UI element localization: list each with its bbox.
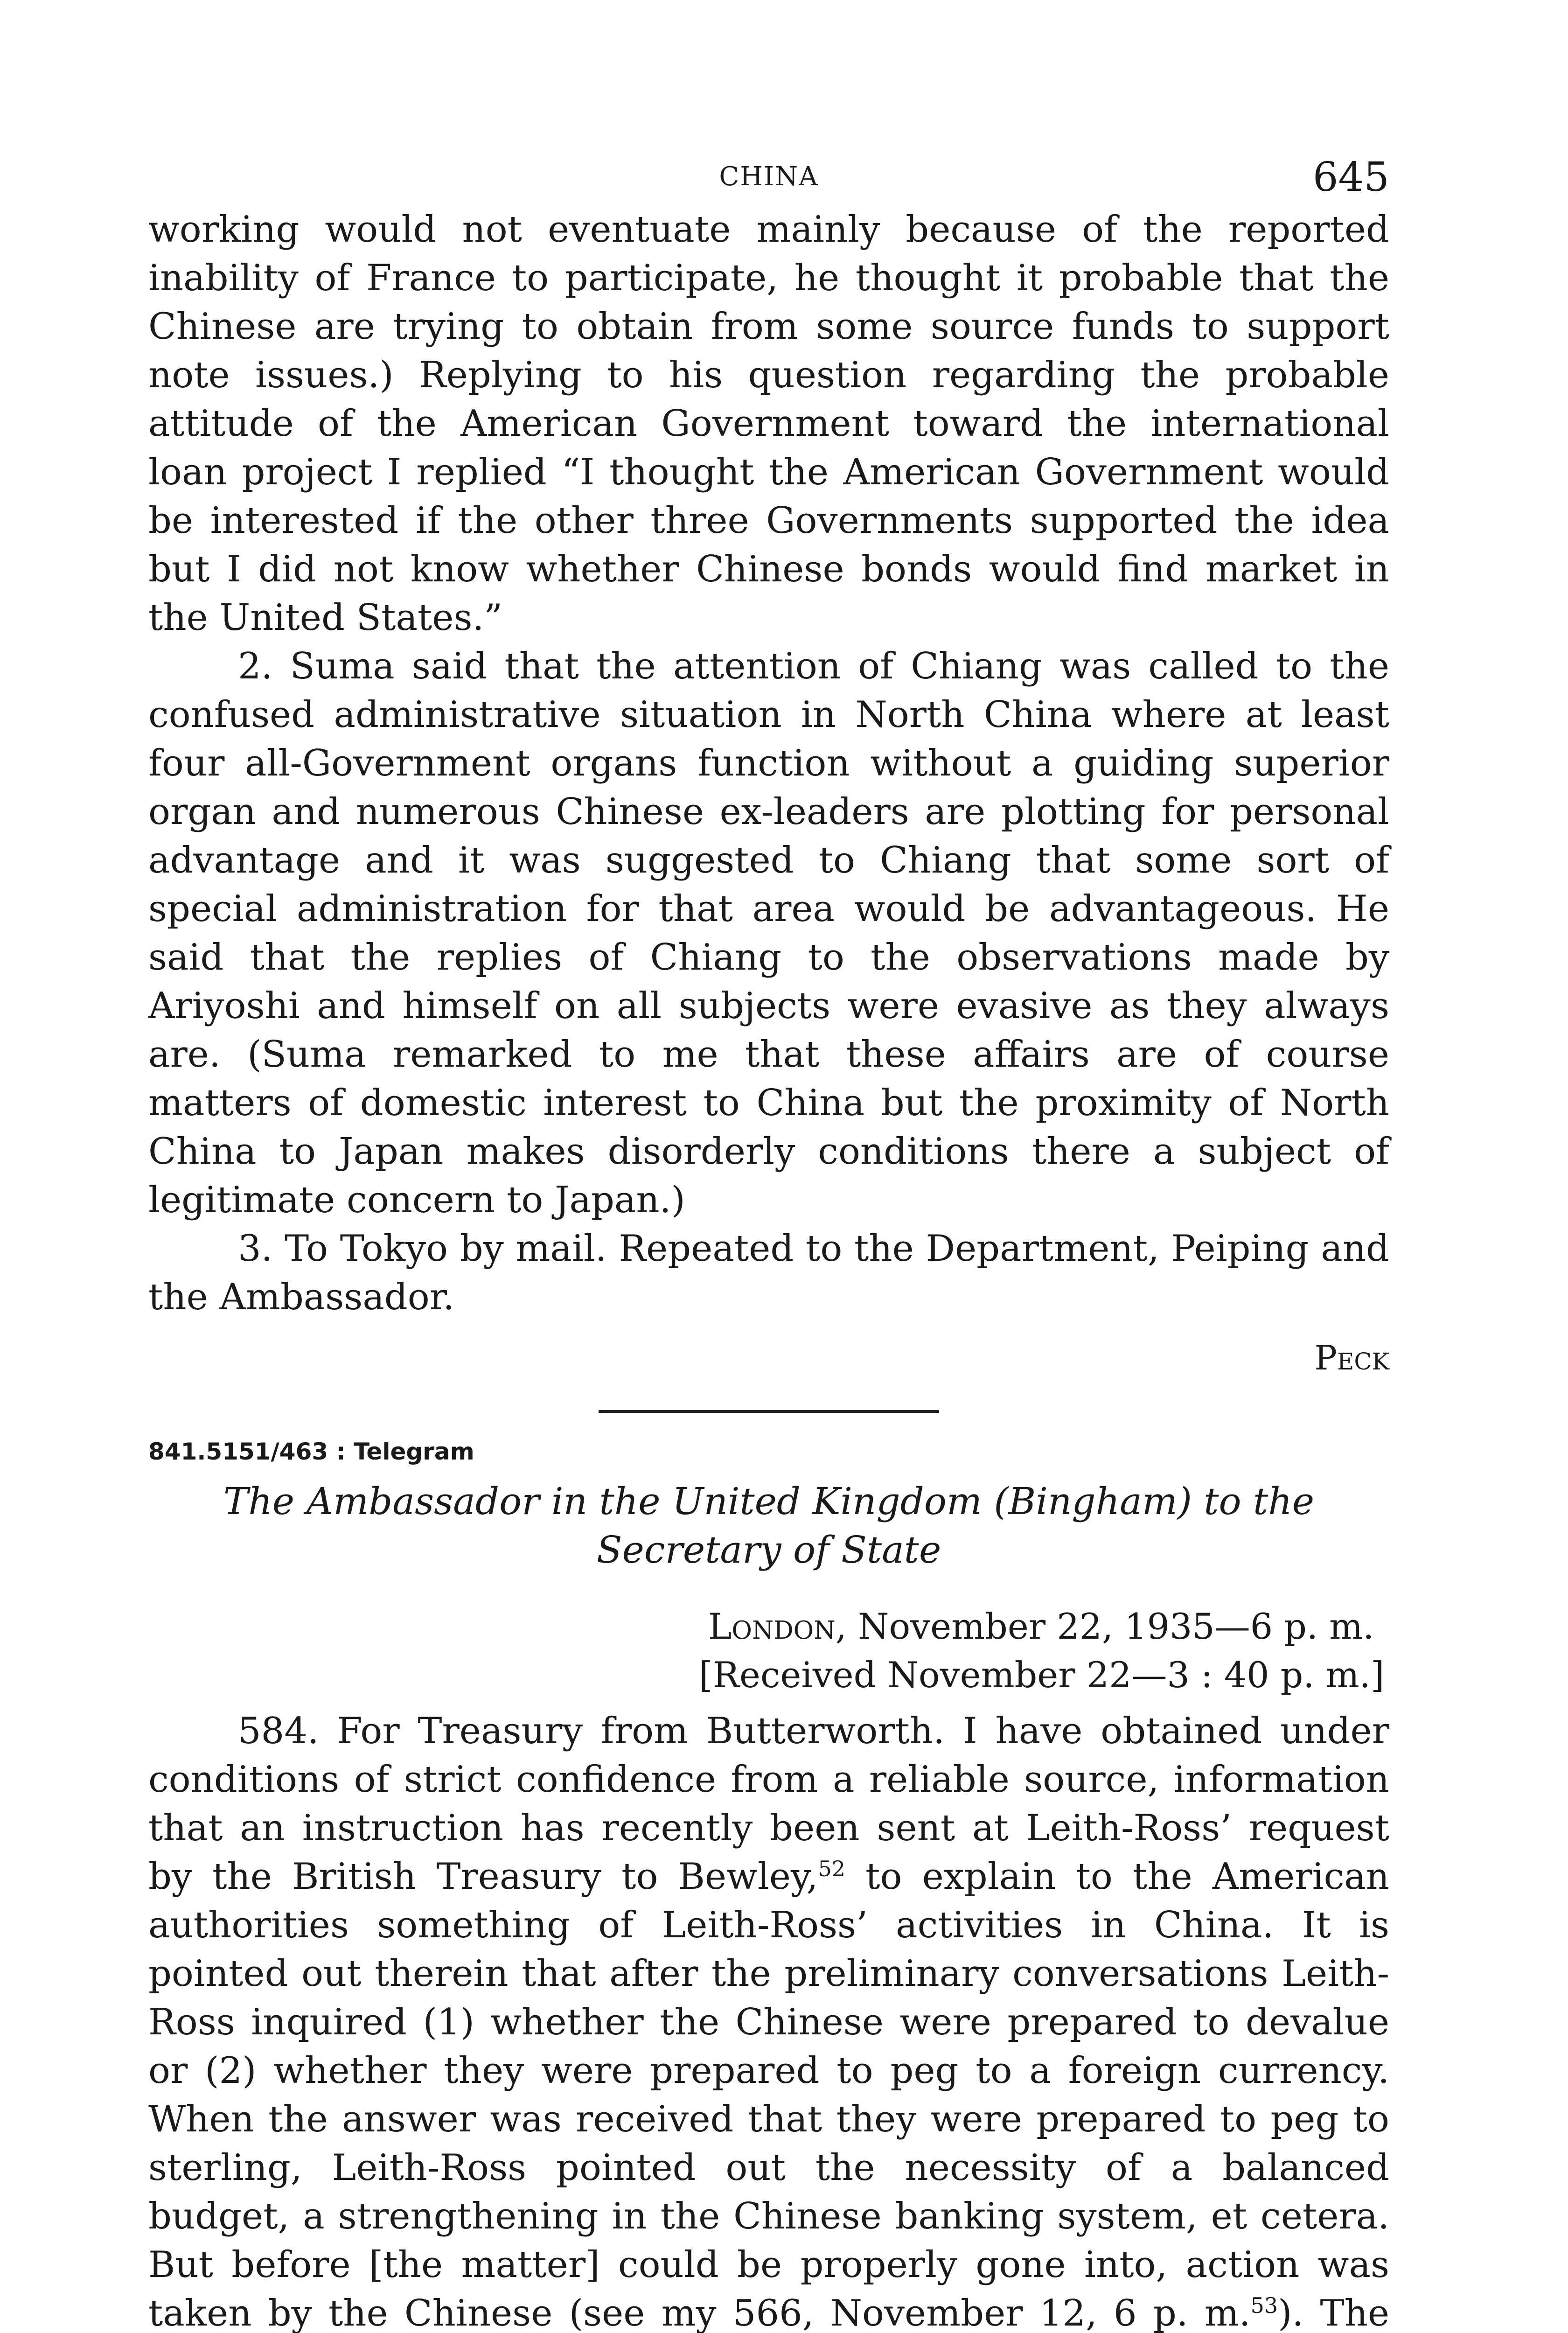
dateline (708, 1602, 1389, 1651)
section-divider (599, 1410, 939, 1413)
paragraph-3: 3. To Tokyo by mail. Repeated to the Department, Peiping and the Ambassador. (148, 1228, 1389, 1318)
continuation-paragraph: working would not eventuate mainly because of the reported inability of France to participate, he thought it probable that the Chinese are trying to obtain from some source funds to support note issues.) Replying to his question regarding the probable attitude of the American Government toward the international loan project I replied “I thought the American Government would be interested if the other three Governments supported the idea but I did not know whether Chinese bonds would find market in the United States.” (148, 209, 1389, 639)
received-line: [Received November 22—3 : 40 p. m.] (699, 1654, 1385, 1696)
dateline-place: London, (708, 1606, 847, 1647)
document-page (148, 154, 1389, 2333)
footnote-ref-53: 53 (1250, 2293, 1278, 2318)
telegram-body-part-1: 584. For Treasury from Butterworth. I have obtained under conditions of strict confidence from a reliable source, information that an instruction has recently been sent at Leith-Ross’ request by the British Treasury to Bewley, (148, 1710, 1389, 1898)
paragraph-2: 2. Suma said that the attention of Chiang was called to the confused administrative situation in North China where at least four all-Government organs function without a guiding superior organ and numerous Chinese ex-leaders are plotting for personal advantage and it was suggested to Chiang that some sort of special administration for that area would be advantageous. He said that the replies of Chiang to the observations made by Ariyoshi and himself on all subjects were evasive as they always are. (Suma remarked to me that these affairs are of course matters of domestic interest to China but the proximity of North China to Japan makes disorderly conditions there a subject of legitimate concern to Japan.) (148, 645, 1389, 1221)
signature-peck: Peck (1314, 1338, 1389, 1377)
page-number: 645 (1312, 154, 1389, 201)
document-title: The Ambassador in the United Kingdom (Bingham) to the Secretary of State (223, 1480, 1315, 1572)
page-header (148, 154, 1389, 205)
file-number: 841.5151/463 : Telegram (148, 1438, 474, 1465)
telegram-body-part-3: ). The (1278, 2292, 1389, 2333)
telegram-body-part-2: to explain to the American authorities something of Leith-Ross’ activities in China. It is pointed out therein that after the preliminary conversations Leith-Ross inquired (1) whether the Chinese were prepared to devalue or (2) whether they were prepared to peg to a foreign currency. When the answer was received that they were prepared to peg to sterling, Leith-Ross pointed out the necessity of a balanced budget, a strengthening in the Chinese banking system, et cetera. But before [the matter] could be properly gone into, action was taken by the Chinese (see my 566, November 12, 6 p. m. (148, 1856, 1389, 2333)
running-head: CHINA (719, 161, 819, 192)
dateline-date: November 22, 1935—6 p. m. (846, 1606, 1374, 1647)
footnote-ref-52: 52 (818, 1856, 845, 1881)
telegram-body (148, 1707, 1389, 2333)
